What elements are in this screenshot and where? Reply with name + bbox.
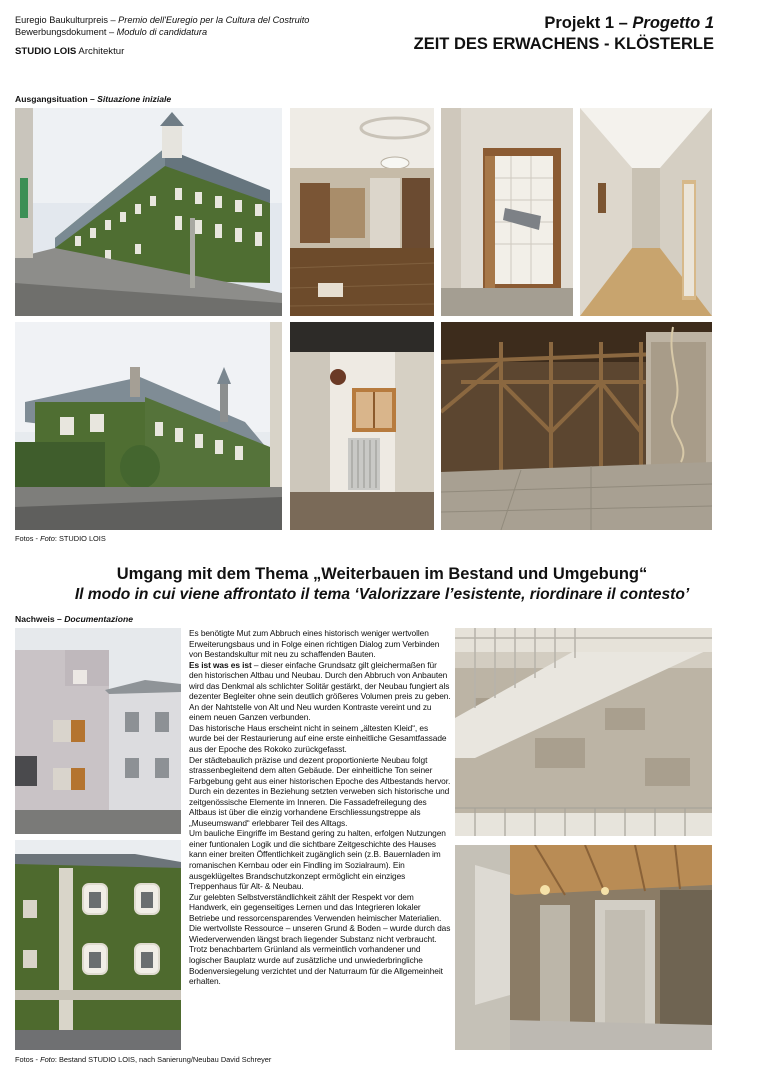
section-label-documentation: Nachweis – Documentazione bbox=[15, 614, 133, 624]
photo-interior-corridor bbox=[580, 108, 712, 316]
photo-attic-timber-roof bbox=[441, 322, 712, 530]
description-paragraph: Zur gelebten Selbstverständlichkeit zählt der Respekt vor dem Handwerk, ein gegenseitiges Lernen und das Integrieren lokaler Betriebe und ressorcensparendes Verwenden heimischer Materialien. bbox=[189, 891, 442, 923]
description-paragraph: Die wertvollste Ressource – unseren Grund & Boden – wurde durch das Wiederverwenden längst brach liegender Substanz nicht verbraucht. Trotz benachbartem Grünland als vermeintlich vorhandener und logischer Bauplatz wurde auf zusätzliche und unwiederbringliche Bodenversiegelung verzichtet und der Naturraum für die Allgemeinheit erhalten. bbox=[189, 923, 451, 987]
form-name-it: Modulo di candidatura bbox=[116, 27, 208, 37]
description-paragraph: Das historische Haus erscheint nicht in seinem „ältesten Kleid“, es wurde bei der Restaurierung auf eine erste einheitliche Gesamtfassade aus der Epoche des Rokoko zurückgefasst. bbox=[189, 722, 447, 755]
description-paragraph: Es ist was es ist – dieser einfache Grundsatz gilt gleichermaßen für den historischen Altbau und Neubau. Durch den Abbruch von Anbauten wird das Denkmal als schlichter Solitär gestärkt, der Neubau fungiert als dezenter Begleiter ohne sein deutlich größeres Volumen preis zu geben. An der Nahtstelle von Alt und Neu wurden Kontraste vereint und zu einem neuen Ganzen verbunden. bbox=[189, 659, 451, 723]
prize-name-it: Premio dell'Euregio per la Cultura del Costruito bbox=[118, 15, 310, 25]
project-heading: Projekt 1 – Progetto 1 ZEIT DES ERWACHENS - KLÖSTERLE bbox=[413, 14, 714, 53]
theme-title-de: Umgang mit dem Thema „Weiterbauen im Bestand und Umgebung“ bbox=[116, 565, 648, 583]
project-number-de: Projekt 1 bbox=[544, 14, 615, 32]
description-paragraph: Der städtebaulich präzise und dezent proportionierte Neubau folgt strassenbegleitend dem alten Gebäude. Der einheitliche Ton seiner Farbgebung geht aus einer historischen Epoche des Altbestands hervor. bbox=[189, 754, 451, 786]
photo-staircase-museum-wall bbox=[455, 628, 712, 836]
theme-title-it: Il modo in cui viene affrontato il tema ‘Valorizzare l’esistente, riordinare il contesto’ bbox=[74, 586, 690, 603]
photo-restored-green-facade bbox=[15, 840, 181, 1050]
photo-building-street-view bbox=[15, 108, 282, 316]
photo-interior-window-radiator bbox=[290, 322, 434, 530]
photo-facades-new-and-old bbox=[15, 628, 181, 834]
studio-name: STUDIO LOIS Architektur bbox=[15, 46, 125, 57]
photo-credit-documentation: Fotos - Foto: Bestand STUDIO LOIS, nach Sanierung/Neubau David Schreyer bbox=[15, 1055, 272, 1064]
description-paragraph: Durch ein dezentes in Beziehung setzten verweben sich historische und zeitgenössische Elemente im Inneren. Die Fassadefreilegung des Altbaus ist über die einzig vorhandene Erschliessungstreppe als „Museumswand“ erlebbarer Teil des Alltags. bbox=[189, 786, 450, 828]
description-paragraph: Es benötigte Mut zum Abbruch eines historisch weniger wertvollen Erweiterungsbaus und in Folge einen richtigen Dialog zum Verbinden von Bestandskultur mit neu zu schaffenden Bauten. bbox=[189, 628, 440, 660]
photo-interior-hall bbox=[290, 108, 434, 316]
photo-interior-door bbox=[441, 108, 573, 316]
photo-credit-initial: Fotos - Foto: STUDIO LOIS bbox=[15, 534, 106, 543]
photo-vaulted-interior-timber-ceiling bbox=[455, 845, 712, 1050]
section-label-initial: Ausgangsituation – Situazione iniziale bbox=[15, 94, 172, 104]
document-header: Euregio Baukulturpreis – Premio dell'Euregio per la Cultura del Costruito Bewerbungsdokument – Modulo di candidatura STUDIO LOIS Architektur bbox=[15, 15, 310, 57]
form-name-de: Bewerbungsdokument bbox=[15, 27, 107, 37]
project-title: ZEIT DES ERWACHENS - KLÖSTERLE bbox=[413, 35, 714, 53]
description-paragraph: Um bauliche Eingriffe im Bestand gering zu halten, erfolgen Nutzungen einer funtionalen Logik und die sichtbare Zeitgeschichte des Hauses kann einer breiten Öffentlichkeit zugänglich sein (z.B. Bauernladen im romanischen Kernbau oder ein Findling im Sozialraum). Ein ausgeklügeltes Brandschutzkonzept ermöglicht ein einziges Treppenhaus für Alt- & Neubau. bbox=[189, 828, 446, 892]
project-description bbox=[189, 628, 451, 987]
photo-building-side-view bbox=[15, 322, 282, 530]
project-number-it: Progetto 1 bbox=[632, 14, 714, 32]
prize-name-de: Euregio Baukulturpreis bbox=[15, 15, 108, 25]
